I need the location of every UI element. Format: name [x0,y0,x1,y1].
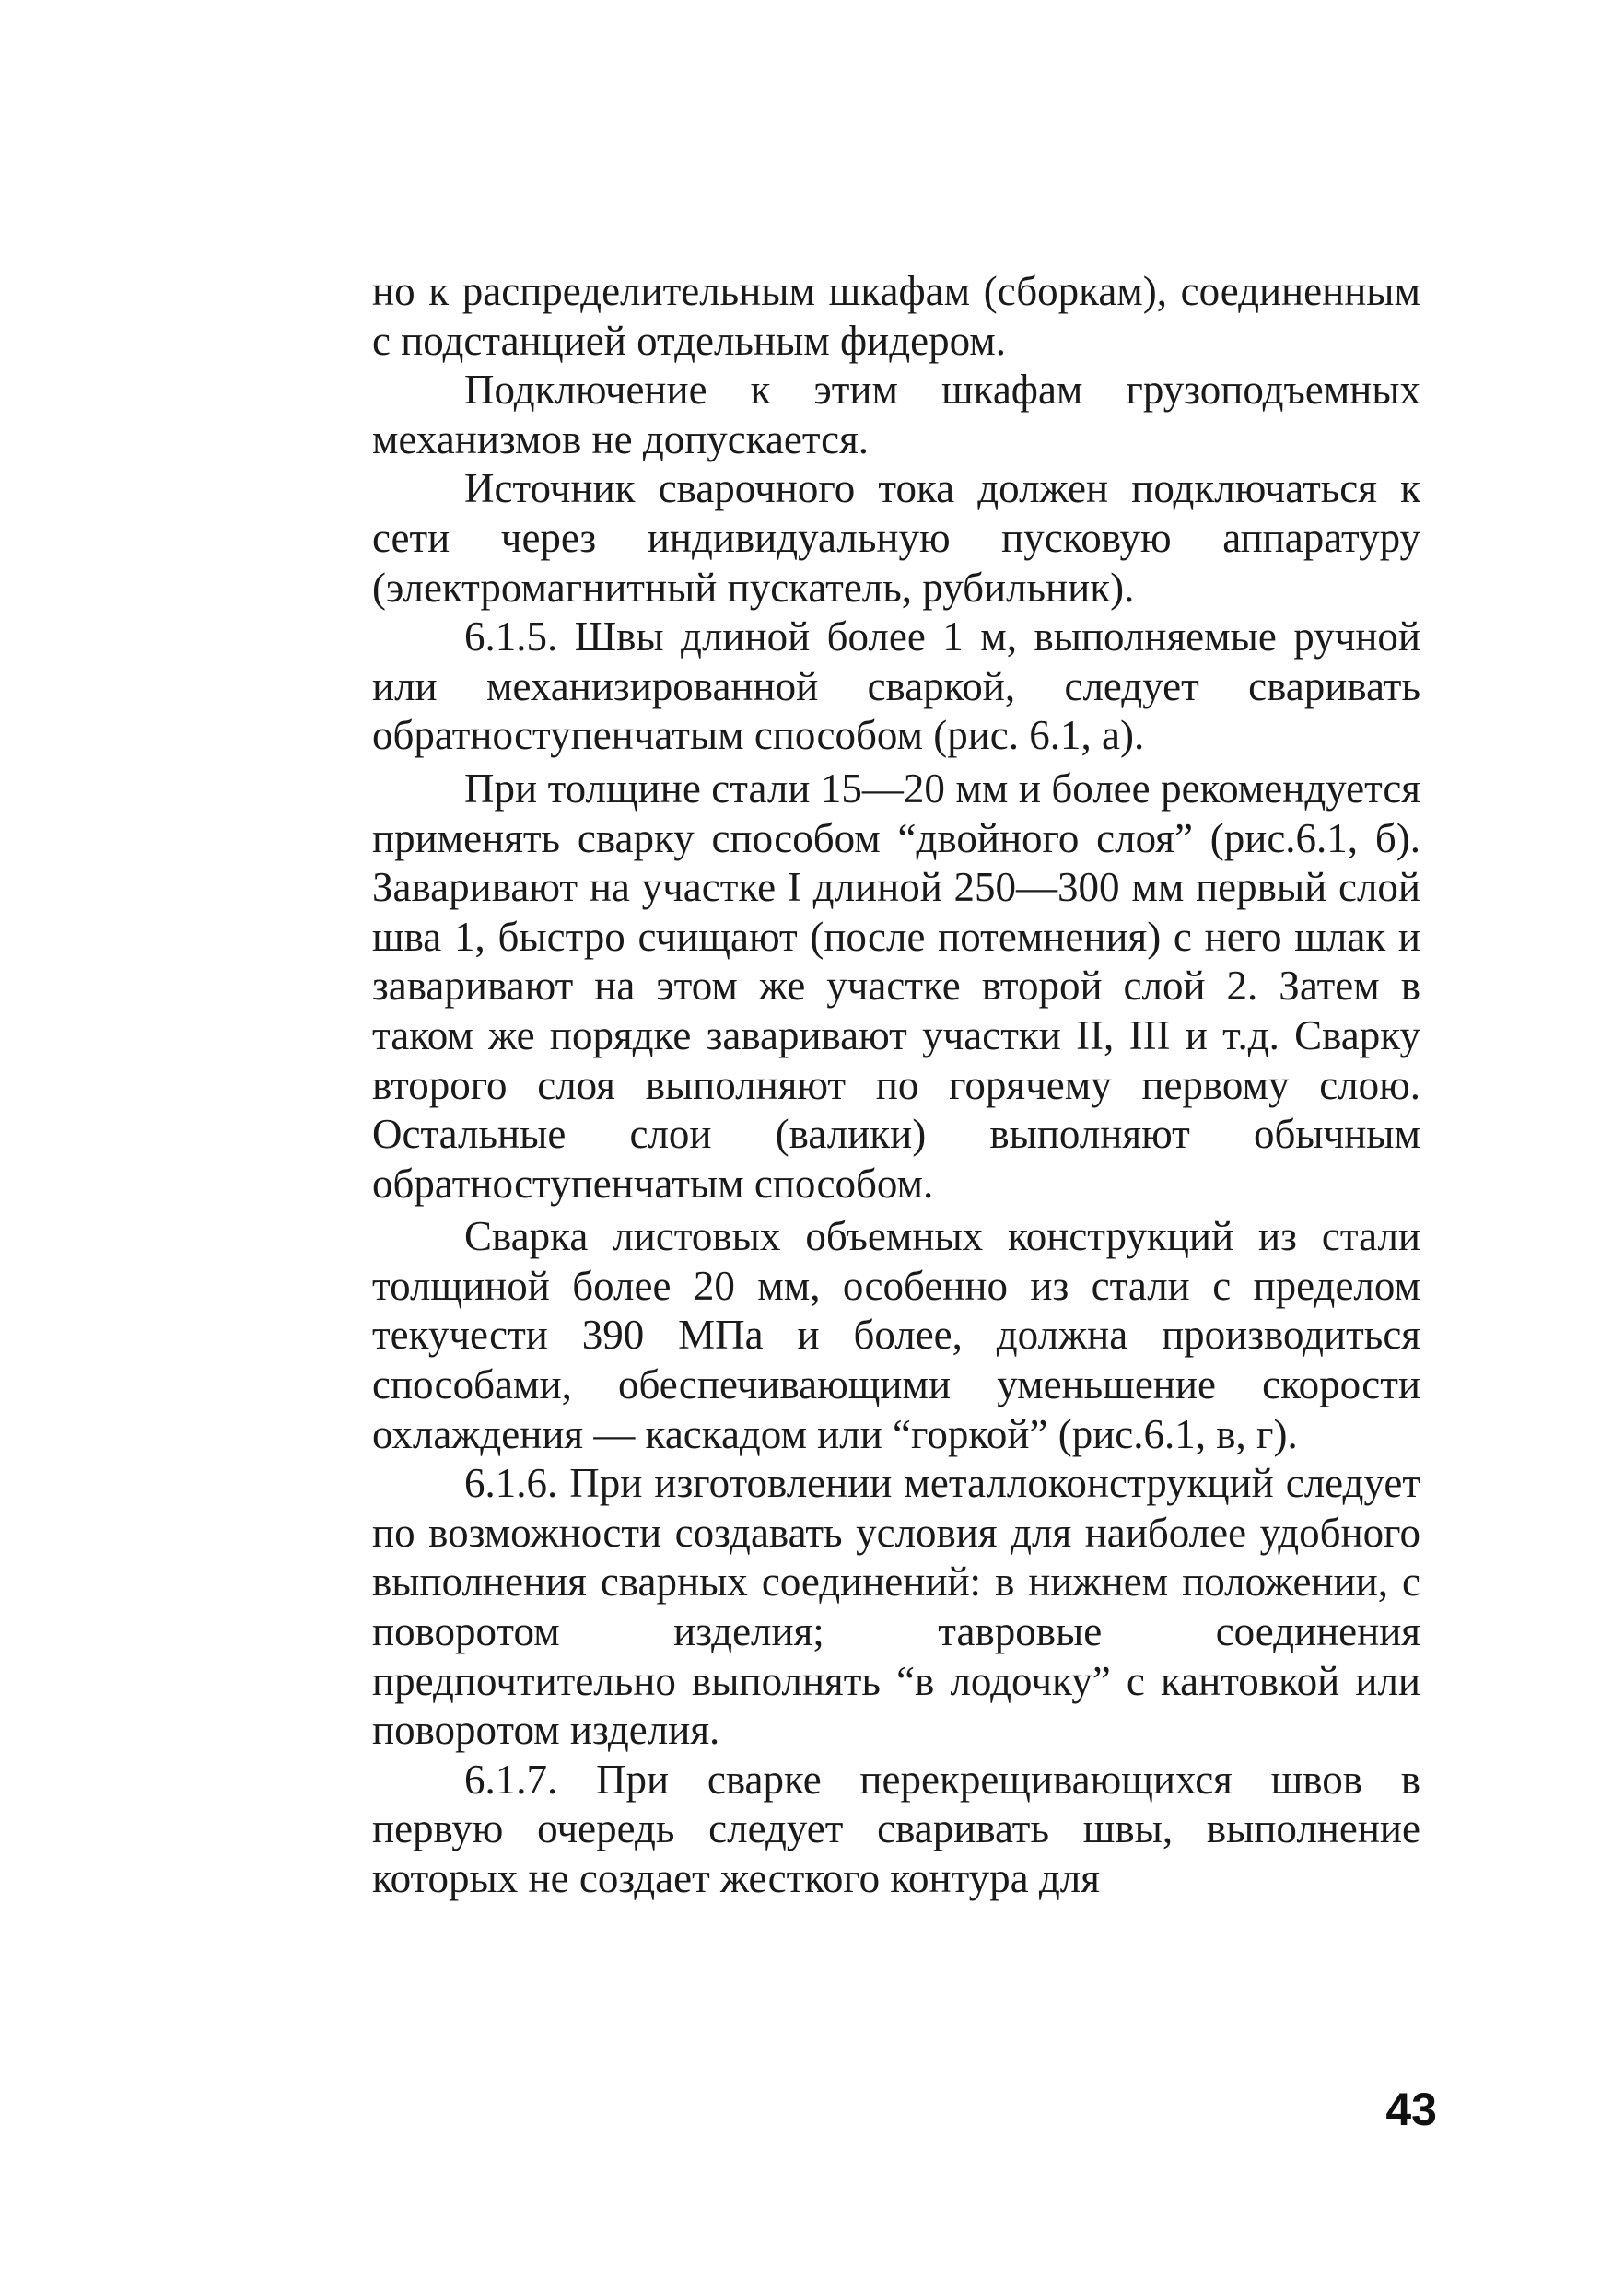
page-number: 43 [1385,2084,1437,2135]
paragraph-6-1-6: 6.1.6. При изготовлении металлоконструкций следует по возможности создавать условия для наиболее удобного выполнения сварных соединений: в нижнем положении, с поворотом изделия; тавровые соединения предпочтительно выполнять “в лодочку” с кантовкой или поворотом изделия. [372,1460,1420,1754]
paragraph-6-1-5: 6.1.5. Швы длиной более 1 м, выполняемые ручной или механизированной сваркой, следует сваривать обратноступенчатым способом (рис. 6.1, а). [372,613,1420,759]
paragraph-welding-source: Источник сварочного тока должен подключаться к сети через индивидуальную пусковую аппаратуру (электромагнитный пускатель, рубильник). [372,465,1420,611]
paragraph-connection-restriction: Подключение к этим шкафам грузоподъемных механизмов не допускается. [372,367,1420,462]
paragraph-6-1-7: 6.1.7. При сварке перекрещивающихся швов в первую очередь следует сваривать швы, выполнение которых не создает жесткого контура для [372,1756,1420,1901]
paragraph-continuation: но к распределительным шкафам (сборкам), соединенным с подстанцией отдельным фидером. [372,268,1420,364]
paragraph-sheet-structures: Сварка листовых объемных конструкций из стали толщиной более 20 мм, особенно из стали с пределом текучести 390 МПа и более, должна производиться способами, обеспечивающими уменьшение скорости охлаждения — каскадом или “горкой” (рис.6.1, в, г). [372,1213,1420,1457]
body-text [372,267,1420,1904]
paragraph-double-layer: При толщине стали 15—20 мм и более рекомендуется применять сварку способом “двойного слоя” (рис.6.1, б). Заваривают на участке I длиной 250—300 мм первый слой шва 1, быстро счищают (после потемнения) с него шлак и заваривают на этом же участке второй слой 2. Затем в таком же порядке заваривают участки II, III и т.д. Сварку второго слоя выполняют по горячему первому слою. Остальные слои (валики) выполняют обычным обратноступенчатым способом. [372,765,1420,1207]
